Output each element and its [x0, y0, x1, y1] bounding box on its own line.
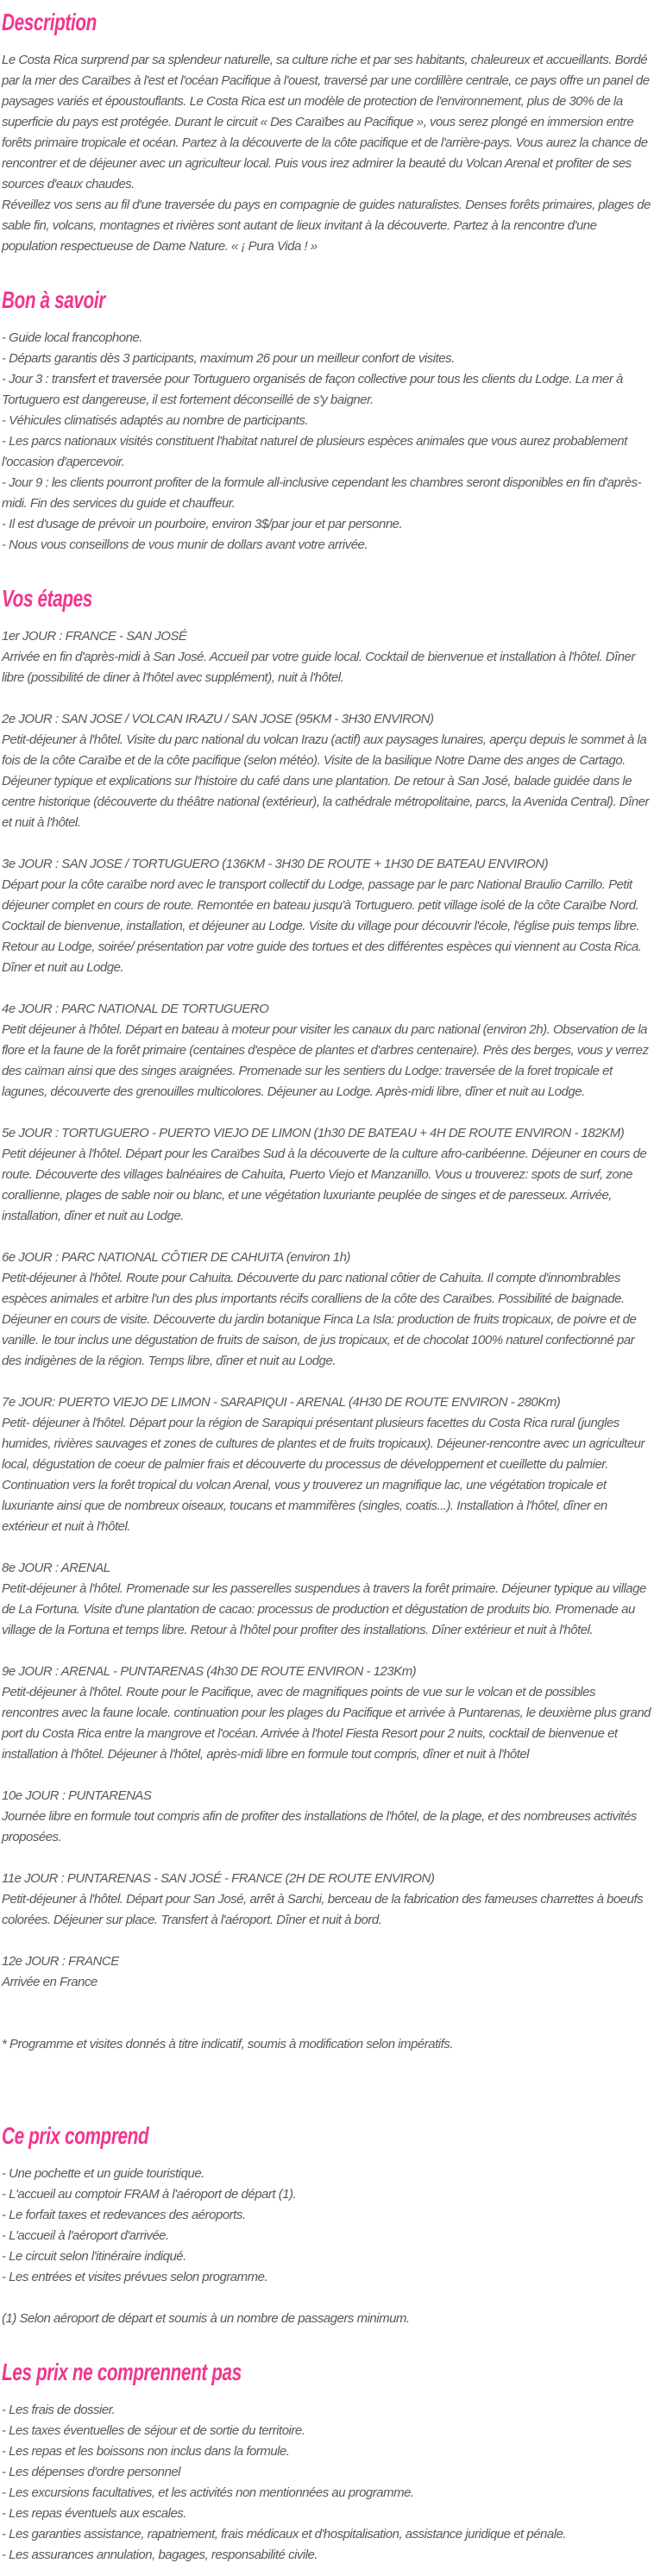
day-heading: 11e JOUR : PUNTARENAS - SAN JOSÉ - FRANCE (2H DE ROUTE ENVIRON) [2, 1871, 435, 1886]
itinerary-day [2, 1247, 652, 1372]
bon-a-savoir-item: - Véhicules climatisés adaptés au nombre de participants. [2, 413, 309, 428]
prix-ne-comprennent-pas-item: - Les taxes éventuelles de séjour et de sortie du territoire. [2, 2423, 305, 2438]
section-description [2, 9, 652, 257]
day-body: Arrivée en France [2, 1975, 97, 1989]
itinerary-day [2, 1869, 652, 1931]
day-body: Arrivée en fin d'après-midi à San José. Accueil par votre guide local. Cocktail de bienvenue et installation à l'hôtel. Dîner libre (possibilité de diner à l'hôtel avec supplément), nuit à l'hôtel. [2, 650, 635, 685]
itinerary-day [2, 1558, 652, 1641]
day-body: Petit-déjeuner à l'hôtel. Route pour Cahuita. Découverte du parc national côtier de Cahuita. Il compte d'innombrables espèces animales et arbitre l'un des plus importants récifs coralliens de la côte des Caraïbes. Possibilité de baignade. Déjeuner en cours de visite. Découverte du jardin botanique Finca La Isla: production de fruits tropicaux, de poivre et de vanille. le tour inclus une dégustation de fruits de saison, de jus tropicaux, et de chocolat 100% naturel confectionné par des indigènes de la région. Temps libre, dîner et nuit au Lodge. [2, 1271, 637, 1368]
description-paragraph: Le Costa Rica surprend par sa splendeur naturelle, sa culture riche et par ses habitants, chaleureux et accueillants. Bordé par la mer des Caraïbes à l'est et l'océan Pacifique à l'ouest, traversé par une cordillère centrale, ce pays offre un panel de paysages variés et époustouflants. Le Costa Rica est un modèle de protection de l'environnement, plus de 30% de la superficie du pays est protégée. Durant le circuit « Des Caraïbes au Pacifique », vous serez plongé en immersion entre forêts primaire tropicale et océan. Partez à la découverte de la côte pacifique et de l'arrière-pays. Vous aurez la chance de rencontrer et de déjeuner avec un agriculteur local. Puis vous irez admirer la beauté du Volcan Arenal et profiter de ses sources d'eaux chaudes. [2, 53, 650, 192]
day-heading: 8e JOUR : ARENAL [2, 1561, 110, 1575]
day-body: Petit déjeuner à l'hôtel. Départ pour les Caraïbes Sud à la découverte de la culture afro-caribéenne. Déjeuner en cours de route. Découverte des villages balnéaires de Cahuita, Puerto Viejo et Manzanillo. Vous u trouverez: spots de surf, zone corallienne, plages de sable noir ou blanc, et une végétation luxuriante peuplée de singes et de paresseux. Arrivée, installation, dîner et nuit au Lodge. [2, 1147, 647, 1223]
day-heading: 9e JOUR : ARENAL - PUNTARENAS (4h30 DE ROUTE ENVIRON - 123Km) [2, 1664, 417, 1679]
itinerary-day [2, 1123, 652, 1227]
description-title: Description [2, 9, 97, 35]
day-body: Petit- déjeuner à l'hôtel. Départ pour la région de Sarapiqui présentant plusieurs facettes du Costa Rica rural (jungles humides, rivières sauvages et zones de cultures de plantes et de fruits tropicaux). Déjeuner-rencontre avec un agriculteur local, dégustation de coeur de palmier frais et découverte du processus de développement et cueillette du palmier. Continuation vers la forêt tropical du volcan Arenal, vous y trouverez un magnifique lac, une végétation tropicale et luxuriante ainsi que de nombreux oiseaux, toucans et mammifères (singles, coatis...). Installation à l'hôtel, dîner en extérieur et nuit à l'hôtel. [2, 1416, 645, 1534]
day-body: Départ pour la côte caraïbe nord avec le transport collectif du Lodge, passage par le parc National Braulio Carrillo. Petit déjeuner complet en cours de route. Remontée en bateau jusqu'à Tortuguero. petit village isolé de la côte Caraïbe Nord. Cocktail de bienvenue, installation, et déjeuner au Lodge. Visite du village pour découvrir l'école, l'église puis temps libre. Retour au Lodge, soirée/ présentation par votre guide des tortues et des différentes espèces qui viennent au Costa Rica. Dîner et nuit au Lodge. [2, 877, 642, 975]
prix-ne-comprennent-pas-item: - Les excursions facultatives, et les activités non mentionnées au programme. [2, 2485, 414, 2500]
day-heading: 5e JOUR : TORTUGUERO - PUERTO VIEJO DE LIMON (1h30 DE BATEAU + 4H DE ROUTE ENVIRON - 182KM) [2, 1126, 625, 1140]
day-heading: 1er JOUR : FRANCE - SAN JOSÉ [2, 629, 187, 644]
day-body: Petit déjeuner à l'hôtel. Départ en bateau à moteur pour visiter les canaux du parc national (environ 2h). Observation de la flore et la faune de la forêt primaire (centaines d'espèce de plantes et d'arbres centenaire). Près des berges, vous y verrez des caïman ainsi que des singes araignées. Promenade sur les sentiers du Lodge: traversée de la foret tropicale et lagunes, découverte des grenouilles multicolores. Déjeuner au Lodge. Après-midi libre, dîner et nuit au Lodge. [2, 1022, 649, 1099]
day-heading: 3e JOUR : SAN JOSE / TORTUGUERO (136KM - 3H30 DE ROUTE + 1H30 DE BATEAU ENVIRON) [2, 857, 549, 871]
bon-a-savoir-item: - Jour 3 : transfert et traversée pour Tortuguero organisés de façon collective pour tous les clients du Lodge. La mer à Tortuguero est dangereuse, il est fortement déconseillé de s'y baigner. [2, 372, 623, 407]
ce-prix-comprend-item: - Le forfait taxes et redevances des aéroports. [2, 2208, 246, 2222]
day-body: Petit-déjeuner à l'hôtel. Départ pour San José, arrêt à Sarchi, berceau de la fabrication des fameuses charrettes à boeufs colorées. Déjeuner sur place. Transfert à l'aéroport. Dîner et nuit à bord. [2, 1892, 644, 1927]
bon-a-savoir-item: - Jour 9 : les clients pourront profiter de la formule all-inclusive cependant les chambres seront disponibles en fin d'après-midi. Fin des services du guide et chauffeur. [2, 475, 642, 511]
day-heading: 4e JOUR : PARC NATIONAL DE TORTUGUERO [2, 1002, 269, 1016]
prix-ne-comprennent-pas-title: Les prix ne comprennent pas [2, 2359, 242, 2385]
ce-prix-comprend-item: - Une pochette et un guide touristique. [2, 2166, 204, 2181]
bon-a-savoir-list [2, 328, 652, 556]
bon-a-savoir-item: - Nous vous conseillons de vous munir de dollars avant votre arrivée. [2, 537, 368, 552]
description-paragraphs [2, 50, 652, 257]
bon-a-savoir-item: - Les parcs nationaux visités constituent l'habitat naturel de plusieurs espèces animales que vous aurez probablement l'occasion d'apercevoir. [2, 434, 627, 469]
ce-prix-comprend-item: - L'accueil à l'aéroport d'arrivée. [2, 2228, 169, 2243]
itinerary-day [2, 709, 652, 833]
prix-ne-comprennent-pas-item: - Les repas et les boissons non inclus dans la formule. [2, 2444, 290, 2459]
section-bon-a-savoir [2, 286, 652, 556]
day-heading: 10e JOUR : PUNTARENAS [2, 1788, 152, 1803]
day-body: Petit-déjeuner à l'hôtel. Visite du parc national du volcan Irazu (actif) aux paysages lunaires, aperçu depuis le sommet à la fois de la côte Caraïbe et de la côte pacifique (selon météo). Visite de la basilique Notre Dame des anges de Cartago. Déjeuner typique et explications sur l'histoire du café dans une plantation. De retour à San José, balade guidée dans le centre historique (découverte du théâtre national (extérieur), la cathédrale métropolitaine, parcs, la Avenida Central). Dîner et nuit à l'hôtel. [2, 732, 649, 830]
ce-prix-comprend-title: Ce prix comprend [2, 2122, 149, 2149]
itinerary-day [2, 1951, 652, 1993]
itinerary-day [2, 999, 652, 1103]
bon-a-savoir-title: Bon à savoir [2, 286, 105, 313]
departure-airport-footnote: (1) Selon aéroport de départ et soumis à un nombre de passagers minimum. [2, 2311, 410, 2326]
ce-prix-comprend-item: - Les entrées et visites prévues selon programme. [2, 2270, 268, 2284]
ce-prix-comprend-item: - Le circuit selon l'itinéraire indiqué. [2, 2249, 186, 2264]
day-heading: 12e JOUR : FRANCE [2, 1954, 119, 1969]
bon-a-savoir-item: - Guide local francophone. [2, 330, 142, 345]
day-heading: 2e JOUR : SAN JOSE / VOLCAN IRAZU / SAN JOSE (95KM - 3H30 ENVIRON) [2, 712, 434, 726]
prix-ne-comprennent-pas-item: - Les dépenses d'ordre personnel [2, 2465, 181, 2479]
itinerary-days [2, 626, 652, 1993]
day-body: Journée libre en formule tout compris afin de profiter des installations de l'hôtel, de la plage, et des nombreuses activités proposées. [2, 1809, 637, 1844]
section-ce-prix-comprend [2, 2122, 652, 2329]
itinerary-day [2, 626, 652, 688]
vos-etapes-title: Vos étapes [2, 585, 92, 612]
prix-ne-comprennent-pas-item: - Les repas éventuels aux escales. [2, 2506, 186, 2521]
ce-prix-comprend-list [2, 2164, 652, 2288]
day-heading: 6e JOUR : PARC NATIONAL CÔTIER DE CAHUITA (environ 1h) [2, 1250, 350, 1265]
day-body: Petit-déjeuner à l'hôtel. Promenade sur les passerelles suspendues à travers la forêt primaire. Déjeuner typique au village de La Fortuna. Visite d'une plantation de cacao: processus de production et dégustation de produits bio. Promenade au village de la Fortuna et temps libre. Retour à l'hôtel pour profiter des installations. Dîner extérieur et nuit à l'hôtel. [2, 1581, 646, 1637]
description-paragraph: Réveillez vos sens au fil d'une traversée du pays en compagnie de guides naturalistes. Denses forêts primaires, plages de sable fin, volcans, montagnes et rivières sont autant de lieux invitant à la découverte. Partez à la rencontre d'une population respectueuse de Dame Nature. « ¡ Pura Vida ! » [2, 198, 651, 254]
prix-ne-comprennent-pas-item: - Les assurances annulation, bagages, responsabilité civile. [2, 2548, 318, 2562]
itinerary-day [2, 1662, 652, 1765]
bon-a-savoir-item: - Il est d'usage de prévoir un pourboire, environ 3$/par jour et par personne. [2, 517, 403, 531]
program-disclaimer: * Programme et visites donnés à titre indicatif, soumis à modification selon impératifs. [2, 2037, 453, 2051]
day-body: Petit-déjeuner à l'hôtel. Route pour le Pacifique, avec de magnifiques points de vue sur le volcan et de possibles rencontres avec la faune locale. continuation pour les plages du Pacifique et arrivée à Puntarenas, le deuxième plus grand port du Costa Rica entre la mangrove et l'océan. Arrivée à l'hotel Fiesta Resort pour 2 nuits, cocktail de bienvenue et installation à l'hôtel. Déjeuner à l'hôtel, après-midi libre en formule tout compris, dîner et nuit à l'hôtel [2, 1685, 651, 1762]
ce-prix-comprend-item: - L'accueil au comptoir FRAM à l'aéroport de départ (1). [2, 2187, 297, 2202]
prix-ne-comprennent-pas-item: - Les frais de dossier. [2, 2403, 116, 2417]
itinerary-day [2, 1392, 652, 1537]
itinerary-day [2, 854, 652, 978]
section-prix-ne-comprennent-pas [2, 2359, 652, 2566]
itinerary-day [2, 1786, 652, 1848]
section-vos-etapes [2, 585, 652, 2055]
bon-a-savoir-item: - Départs garantis dès 3 participants, maximum 26 pour un meilleur confort de visites. [2, 351, 455, 366]
day-heading: 7e JOUR: PUERTO VIEJO DE LIMON - SARAPIQUI - ARENAL (4H30 DE ROUTE ENVIRON - 280Km) [2, 1395, 561, 1410]
prix-ne-comprennent-pas-list [2, 2400, 652, 2566]
prix-ne-comprennent-pas-item: - Les garanties assistance, rapatriement, frais médicaux et d'hospitalisation, assistance juridique et pénale. [2, 2527, 567, 2541]
